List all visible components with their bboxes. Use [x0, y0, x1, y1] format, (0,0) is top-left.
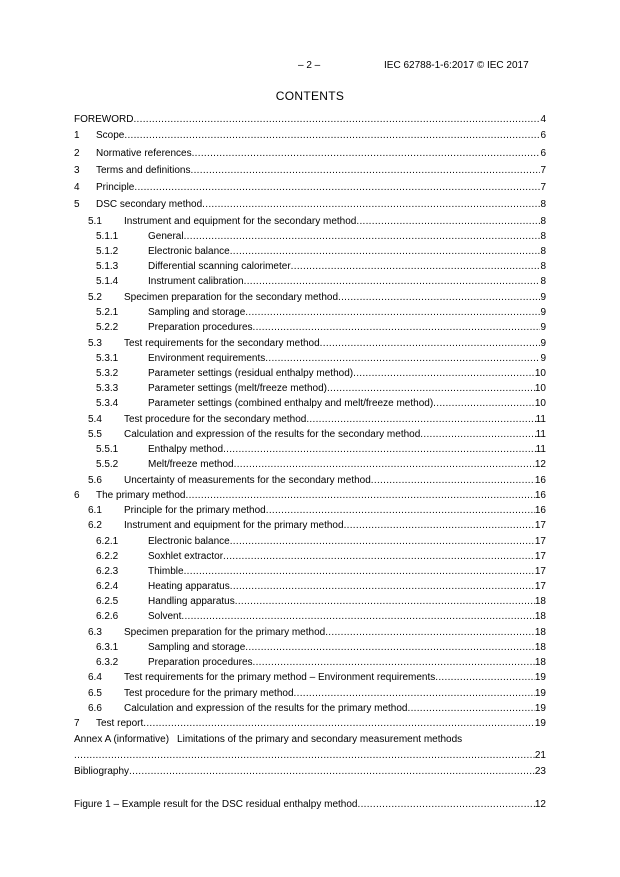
toc-entry[interactable]	[74, 657, 546, 669]
toc-entry-number: 5	[74, 199, 80, 210]
toc-entry-number: 5.2	[88, 292, 102, 303]
toc-entry-page: 10	[534, 383, 546, 394]
toc-entry-title: Calculation and expression of the results for the secondary method	[124, 429, 421, 440]
toc-entry-title: Instrument and equipment for the secondary method	[124, 216, 357, 227]
toc-entry-page: 6	[540, 130, 546, 141]
dot-leader	[235, 596, 535, 608]
toc-entry-title: Test report	[96, 718, 144, 729]
toc-entry[interactable]	[74, 444, 546, 456]
toc-entry-page: 7	[540, 165, 546, 176]
toc-entry-title: DSC secondary method	[96, 199, 203, 210]
toc-entry-title: Specimen preparation for the primary method	[124, 627, 326, 638]
annex-page-line[interactable]	[74, 750, 546, 762]
toc-entry[interactable]	[74, 414, 546, 426]
toc-entry-page: 19	[534, 703, 546, 714]
table-of-contents	[74, 0, 546, 877]
toc-entry-title: Terms and definitions	[96, 165, 191, 176]
toc-entry-title: Principle for the primary method	[124, 505, 266, 516]
toc-entry-title: Preparation procedures	[148, 322, 253, 333]
toc-entry-number: 5.1	[88, 216, 102, 227]
toc-entry-page: 18	[534, 596, 546, 607]
page-number: – 2 –	[298, 60, 321, 71]
toc-entry[interactable]	[74, 368, 546, 380]
toc-entry-page: 9	[540, 307, 546, 318]
toc-entry-page: 19	[534, 718, 546, 729]
toc-entry[interactable]	[74, 231, 546, 243]
toc-entry[interactable]	[74, 353, 546, 365]
toc-entry-title: Electronic balance	[148, 246, 230, 257]
toc-entry-title: Figure 1 – Example result for the DSC residual enthalpy method	[74, 799, 358, 810]
toc-entry[interactable]	[74, 672, 546, 684]
toc-entry[interactable]	[74, 322, 546, 334]
toc-entry-title: Sampling and storage	[148, 642, 246, 653]
toc-entry-title: Melt/freeze method	[148, 459, 234, 470]
dot-leader	[129, 766, 535, 778]
dot-leader	[181, 611, 535, 623]
dot-leader	[191, 165, 541, 177]
toc-entry-page: 19	[534, 672, 546, 683]
toc-entry-page: 8	[540, 216, 546, 227]
bibliography-entry[interactable]	[74, 766, 546, 778]
toc-entry-number: 5.1.3	[96, 261, 119, 272]
toc-entry[interactable]	[74, 165, 546, 177]
dot-leader	[407, 703, 534, 715]
toc-entry[interactable]	[74, 596, 546, 608]
toc-entry-title: Test requirements for the secondary method	[124, 338, 320, 349]
toc-entry-number: 5.3.4	[96, 398, 119, 409]
annex-label: Annex A (informative)	[74, 734, 170, 745]
toc-entry-number: 6.5	[88, 688, 102, 699]
toc-entry-number: 1	[74, 130, 80, 141]
toc-entry-page: 6	[540, 148, 546, 159]
dot-leader	[433, 398, 535, 410]
toc-entry-page: 17	[534, 566, 546, 577]
toc-entry[interactable]	[74, 475, 546, 487]
dot-leader	[291, 261, 541, 273]
toc-entry-page: 9	[540, 322, 546, 333]
toc-entry[interactable]	[74, 551, 546, 563]
toc-entry-title: The primary method	[96, 490, 186, 501]
toc-entry-number: 6.6	[88, 703, 102, 714]
dot-leader	[230, 246, 541, 258]
toc-entry-page: 11	[535, 444, 546, 455]
dot-leader	[245, 307, 540, 319]
toc-entry-title: Scope	[96, 130, 125, 141]
dot-leader	[244, 276, 541, 288]
dot-leader	[234, 459, 535, 471]
toc-entry-title: Test procedure for the primary method	[124, 688, 294, 699]
toc-entry-number: 5.3	[88, 338, 102, 349]
dot-leader	[133, 114, 540, 126]
toc-entry-number: 6	[74, 490, 80, 501]
toc-entry-number: 5.3.2	[96, 368, 119, 379]
dot-leader	[357, 799, 534, 811]
toc-entry-title: FOREWORD	[74, 114, 134, 125]
dot-leader	[435, 672, 535, 684]
toc-entry-number: 5.6	[88, 475, 102, 486]
toc-entry-page: 9	[540, 338, 546, 349]
toc-entry-title: Enthalpy method	[148, 444, 224, 455]
dot-leader	[327, 383, 535, 395]
dot-leader	[192, 148, 541, 160]
toc-entry-page: 12	[534, 459, 546, 470]
dot-leader	[74, 750, 535, 762]
toc-entry-page: 16	[534, 490, 546, 501]
toc-entry-title: Sampling and storage	[148, 307, 246, 318]
standard-reference: IEC 62788-1-6:2017 © IEC 2017	[384, 60, 529, 71]
dot-leader	[306, 414, 535, 426]
annex-entry[interactable]	[74, 734, 546, 746]
toc-entry-title: General	[148, 231, 184, 242]
toc-entry-title: Test procedure for the secondary method	[124, 414, 307, 425]
toc-entry-number: 5.3.1	[96, 353, 119, 364]
dot-leader	[230, 581, 535, 593]
toc-entry-number: 4	[74, 182, 80, 193]
toc-entry-title: Normative references	[96, 148, 192, 159]
toc-entry-page: 17	[534, 536, 546, 547]
toc-entry-page: 21	[534, 750, 546, 761]
toc-entry[interactable]	[74, 383, 546, 395]
dot-leader	[230, 536, 535, 548]
dot-leader	[245, 642, 535, 654]
toc-entry-page: 8	[540, 276, 546, 287]
page-title: CONTENTS	[275, 89, 345, 103]
toc-entry-number: 3	[74, 165, 80, 176]
dot-leader	[265, 353, 540, 365]
toc-entry[interactable]	[74, 490, 546, 502]
toc-entry-title: Bibliography	[74, 766, 130, 777]
toc-entry[interactable]	[74, 398, 546, 410]
dot-leader	[353, 368, 535, 380]
toc-entry[interactable]	[74, 505, 546, 517]
annex-title: Limitations of the primary and secondary measurement methods	[177, 734, 463, 745]
toc-entry[interactable]	[74, 703, 546, 715]
toc-entry[interactable]	[74, 566, 546, 578]
toc-entry-page: 11	[535, 414, 546, 425]
dot-leader	[223, 444, 536, 456]
toc-entry-number: 6.3	[88, 627, 102, 638]
toc-entry-number: 2	[74, 148, 80, 159]
toc-entry-title: Preparation procedures	[148, 657, 253, 668]
toc-entry[interactable]	[74, 581, 546, 593]
toc-entry-page: 17	[534, 551, 546, 562]
toc-entry[interactable]	[74, 307, 546, 319]
toc-entry[interactable]	[74, 718, 546, 730]
toc-entry-number: 5.5.1	[96, 444, 119, 455]
toc-entry-page: 4	[540, 114, 546, 125]
figure-entry[interactable]	[74, 799, 546, 811]
toc-entry-page: 18	[534, 611, 546, 622]
toc-entry[interactable]	[74, 292, 546, 304]
toc-entry-number: 6.2.4	[96, 581, 119, 592]
toc-entry-page: 7	[540, 182, 546, 193]
dot-leader	[325, 627, 535, 639]
toc-entry[interactable]	[74, 148, 546, 160]
toc-entry-number: 6.2.2	[96, 551, 119, 562]
toc-entry-number: 6.3.1	[96, 642, 119, 653]
toc-entry[interactable]	[74, 130, 546, 142]
toc-entry[interactable]	[74, 246, 546, 258]
toc-entry-page: 18	[534, 657, 546, 668]
toc-entry[interactable]	[74, 611, 546, 623]
toc-entry[interactable]	[74, 520, 546, 532]
toc-entry-number: 6.2.3	[96, 566, 119, 577]
toc-entry-title: Differential scanning calorimeter	[148, 261, 291, 272]
toc-entry-page: 23	[534, 766, 546, 777]
dot-leader	[420, 429, 535, 441]
toc-entry-number: 5.1.1	[96, 231, 119, 242]
toc-entry[interactable]	[74, 338, 546, 350]
toc-entry-number: 6.2.5	[96, 596, 119, 607]
dot-leader	[344, 520, 535, 532]
toc-entry-title: Uncertainty of measurements for the secondary method	[124, 475, 371, 486]
toc-entry-number: 5.5	[88, 429, 102, 440]
toc-entry-page: 9	[540, 353, 546, 364]
toc-entry-title: Parameter settings (residual enthalpy method)	[148, 368, 354, 379]
toc-entry-page: 8	[540, 246, 546, 257]
toc-entry[interactable]	[74, 642, 546, 654]
toc-entry[interactable]	[74, 627, 546, 639]
dot-leader	[223, 551, 535, 563]
toc-entry-title: Thimble	[148, 566, 184, 577]
dot-leader	[184, 566, 535, 578]
toc-entry-page: 10	[534, 368, 546, 379]
toc-entry-page: 17	[534, 581, 546, 592]
toc-entry-page: 16	[534, 475, 546, 486]
toc-entry[interactable]	[74, 182, 546, 194]
toc-entry-page: 12	[534, 799, 546, 810]
dot-leader	[202, 199, 540, 211]
toc-entry-number: 5.3.3	[96, 383, 119, 394]
toc-entry-page: 18	[534, 627, 546, 638]
toc-entry-title: Test requirements for the primary method – Environment requirements	[124, 672, 436, 683]
toc-entry-title: Heating apparatus	[148, 581, 230, 592]
toc-entry-page: 17	[534, 520, 546, 531]
toc-entry-title: Parameter settings (combined enthalpy and melt/freeze method)	[148, 398, 434, 409]
toc-entry[interactable]	[74, 276, 546, 288]
toc-entry-number: 5.2.1	[96, 307, 119, 318]
toc-entry-page: 19	[534, 688, 546, 699]
toc-entry-title: Environment requirements	[148, 353, 266, 364]
toc-entry-title: Principle	[96, 182, 135, 193]
dot-leader	[356, 216, 540, 228]
dot-leader	[320, 338, 541, 350]
toc-entry-title: Specimen preparation for the secondary method	[124, 292, 339, 303]
toc-entry-number: 6.1	[88, 505, 102, 516]
dot-leader	[371, 475, 535, 487]
dot-leader	[253, 322, 541, 334]
toc-entry[interactable]	[74, 688, 546, 700]
toc-entry-page: 9	[540, 292, 546, 303]
toc-entry-title: Parameter settings (melt/freeze method)	[148, 383, 327, 394]
dot-leader	[253, 657, 535, 669]
dot-leader	[184, 231, 541, 243]
toc-entry-title: Instrument calibration	[148, 276, 244, 287]
toc-entry[interactable]	[74, 261, 546, 273]
toc-entry[interactable]	[74, 114, 546, 126]
toc-entry-page: 8	[540, 231, 546, 242]
dot-leader	[338, 292, 540, 304]
toc-entry-title: Instrument and equipment for the primary method	[124, 520, 344, 531]
toc-entry-title: Calculation and expression of the results for the primary method	[124, 703, 408, 714]
dot-leader	[143, 718, 535, 730]
toc-entry-number: 5.1.2	[96, 246, 119, 257]
toc-entry-number: 6.2.6	[96, 611, 119, 622]
toc-entry-number: 7	[74, 718, 80, 729]
toc-entry-page: 16	[534, 505, 546, 516]
dot-leader	[124, 130, 540, 142]
toc-entry-page: 8	[540, 199, 546, 210]
toc-entry-page: 18	[534, 642, 546, 653]
toc-entry-number: 6.2.1	[96, 536, 119, 547]
toc-entry-number: 6.4	[88, 672, 102, 683]
toc-entry-title: Solvent	[148, 611, 182, 622]
toc-entry-title: Soxhlet extractor	[148, 551, 224, 562]
toc-entry[interactable]	[74, 536, 546, 548]
toc-entry-title: Handling apparatus	[148, 596, 235, 607]
toc-entry[interactable]	[74, 429, 546, 441]
toc-entry[interactable]	[74, 216, 546, 228]
toc-entry-number: 5.2.2	[96, 322, 119, 333]
dot-leader	[266, 505, 535, 517]
toc-entry-number: 5.1.4	[96, 276, 119, 287]
toc-entry-number: 6.3.2	[96, 657, 119, 668]
dot-leader	[185, 490, 534, 502]
toc-entry[interactable]	[74, 459, 546, 471]
toc-entry-number: 5.5.2	[96, 459, 119, 470]
toc-entry-number: 5.4	[88, 414, 102, 425]
toc-entry-number: 6.2	[88, 520, 102, 531]
toc-entry-page: 8	[540, 261, 546, 272]
toc-entry-page: 10	[534, 398, 546, 409]
dot-leader	[134, 182, 540, 194]
toc-entry-title: Electronic balance	[148, 536, 230, 547]
dot-leader	[294, 688, 535, 700]
toc-entry-page: 11	[535, 429, 546, 440]
toc-entry[interactable]	[74, 199, 546, 211]
